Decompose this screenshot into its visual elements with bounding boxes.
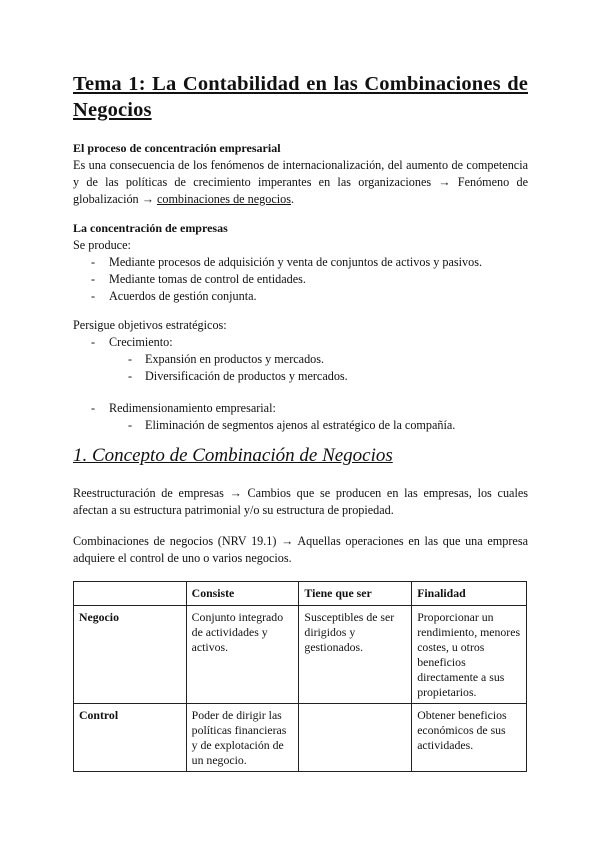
table-cell: Susceptibles de ser dirigidos y gestionados. (299, 606, 412, 704)
table-header-cell (74, 582, 187, 606)
row-label: Negocio (74, 606, 187, 704)
table-header-cell: Consiste (186, 582, 299, 606)
list-item-resize (73, 400, 528, 434)
intro-text-end: . (290, 192, 295, 206)
list-item: - Expansión en productos y mercados. (73, 351, 528, 368)
list-item: - Eliminación de segmentos ajenos al estratégico de la compañía. (73, 417, 528, 434)
concept-table (73, 581, 527, 772)
concentration-lead: Se produce: (73, 238, 131, 252)
section-paragraph-1: Reestructuración de empresas → Cambios que se producen en las empresas, los cuales afectan a su estructura patrimonial y/o su estructura de propiedad. (73, 486, 528, 517)
table-row (74, 606, 527, 704)
list-item: - Diversificación de productos y mercados. (73, 368, 528, 385)
list-item-growth (73, 334, 528, 385)
intro-text: Es una consecuencia de los fenómenos de internacionalización, del aumento de competencia y de las políticas de crecimiento imperantes en las organizaciones → Fenómeno de globalización → (73, 158, 528, 206)
table-cell (299, 704, 412, 772)
section-title: 1. Concepto de Combinación de Negocios (73, 445, 393, 466)
table-cell: Conjunto integrado de actividades y activos. (186, 606, 299, 704)
intro-section (73, 140, 528, 208)
intro-paragraph (73, 157, 528, 208)
concentration-list (73, 254, 528, 305)
table-row (74, 704, 527, 772)
combinaciones-link[interactable]: combinaciones de negocios (156, 192, 291, 206)
table-cell: Obtener beneficios económicos de sus actividades. (412, 704, 527, 772)
concentration-section (73, 220, 528, 305)
objectives-lead: Persigue objetivos estratégicos: (73, 318, 227, 332)
table-header-cell: Finalidad (412, 582, 527, 606)
growth-label: Crecimiento: (109, 335, 173, 349)
objectives-section (73, 317, 528, 434)
list-item: - Mediante procesos de adquisición y venta de conjuntos de activos y pasivos. (73, 254, 528, 271)
intro-heading: El proceso de concentración empresarial (73, 141, 281, 155)
table-cell: Proporcionar un rendimiento, menores costes, u otros beneficios directamente a sus propietarios. (412, 606, 527, 704)
list-item: - Mediante tomas de control de entidades. (73, 271, 528, 288)
section-paragraph-2: Combinaciones de negocios (NRV 19.1) → Aquellas operaciones en las que una empresa adquiere el control de uno o varios negocios. (73, 534, 528, 565)
table-header-cell: Tiene que ser (299, 582, 412, 606)
resize-label: Redimensionamiento empresarial: (109, 401, 276, 415)
table-header-row (74, 582, 527, 606)
table-cell: Poder de dirigir las políticas financieras y de explotación de un negocio. (186, 704, 299, 772)
list-item: - Acuerdos de gestión conjunta. (73, 288, 528, 305)
document-title: Tema 1: La Contabilidad en las Combinaciones de Negocios (73, 73, 528, 121)
row-label: Control (74, 704, 187, 772)
objectives-list (73, 334, 528, 434)
growth-sublist (73, 351, 528, 385)
concentration-heading: La concentración de empresas (73, 221, 228, 235)
resize-sublist (73, 417, 528, 434)
